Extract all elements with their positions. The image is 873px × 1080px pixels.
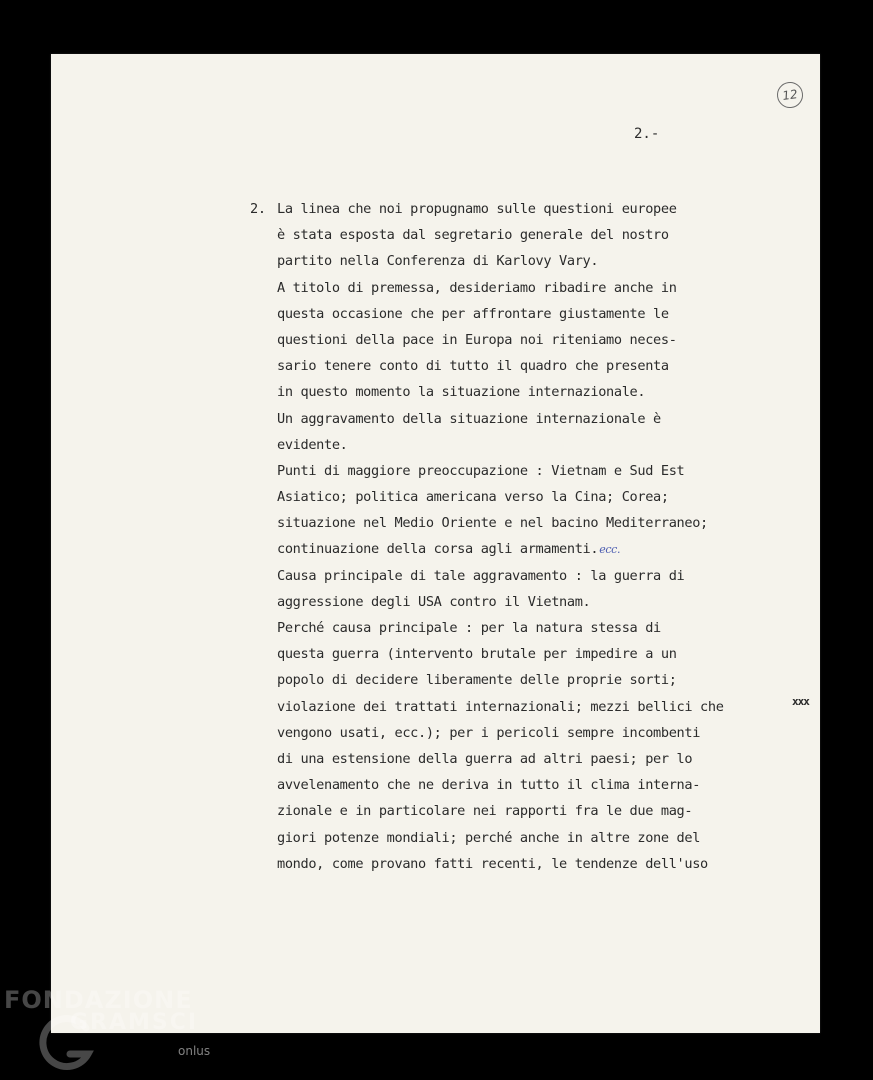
body-text (250, 196, 724, 877)
watermark-title: FONDAZIONE (4, 986, 193, 1014)
page-number: 2.- (634, 126, 660, 142)
text-line: giori potenze mondiali; perché anche in altre zone del (277, 829, 701, 846)
text-line: Perché causa principale : per la natura stessa di (277, 620, 661, 636)
text-line: vengono usati, ecc.); per i pericoli sempre incombenti (277, 724, 701, 741)
text-line: aggressione degli USA contro il Vietnam. (277, 593, 591, 610)
text-line: di una estensione della guerra ad altri paesi; per lo (277, 750, 693, 767)
text-line: situazione nel Medio Oriente e nel bacino Mediterraneo; (277, 515, 708, 532)
text-line: questa occasione che per affrontare giustamente le (277, 305, 669, 322)
text-line: continuazione della corsa agli armamenti.ecc. (277, 541, 621, 558)
text-line: partito nella Conferenza di Karlovy Vary. (277, 253, 599, 270)
text-line: Asiatico; politica americana verso la Cina; Corea; (277, 489, 669, 506)
text-line: Punti di maggiore preoccupazione : Vietnam e Sud Est (277, 462, 685, 479)
text-line: sario tenere conto di tutto il quadro che presenta (277, 358, 669, 375)
text-line: in questo momento la situazione internazionale. (277, 384, 646, 401)
text-line: Un aggravamento della situazione internazionale è (277, 410, 661, 427)
text-line: mondo, come provano fatti recenti, le tendenze dell'uso (277, 855, 708, 872)
margin-overflow-text: xxx (792, 695, 809, 708)
text-line: avvelenamento che ne deriva in tutto il clima interna- (277, 777, 701, 794)
text-line: violazione dei trattati internazionali; mezzi bellici che (277, 698, 724, 715)
handwritten-annotation: ecc. (599, 543, 621, 557)
archive-number-stamp: 12 (775, 80, 804, 109)
watermark (4, 986, 224, 1076)
text-line: 2. La linea che noi propugnamo sulle questioni europee (250, 196, 724, 222)
text-line: zionale e in particolare nei rapporti fra le due mag- (277, 803, 693, 820)
text-line: Causa principale di tale aggravamento : la guerra di (277, 567, 685, 584)
watermark-suffix: onlus (178, 1044, 211, 1058)
text-line: questa guerra (intervento brutale per impedire a un (277, 646, 677, 663)
text-line: A titolo di premessa, desideriamo ribadire anche in (277, 279, 677, 296)
text-line: è stata esposta dal segretario generale del nostro (277, 227, 669, 244)
text-line: evidente. (277, 436, 348, 453)
text-line: questioni della pace in Europa noi riteniamo neces- (277, 331, 677, 348)
item-number: 2. (250, 201, 266, 217)
watermark-subtitle: GRAMSCI (70, 1010, 199, 1035)
text-line: popolo di decidere liberamente delle proprie sorti; (277, 672, 677, 689)
